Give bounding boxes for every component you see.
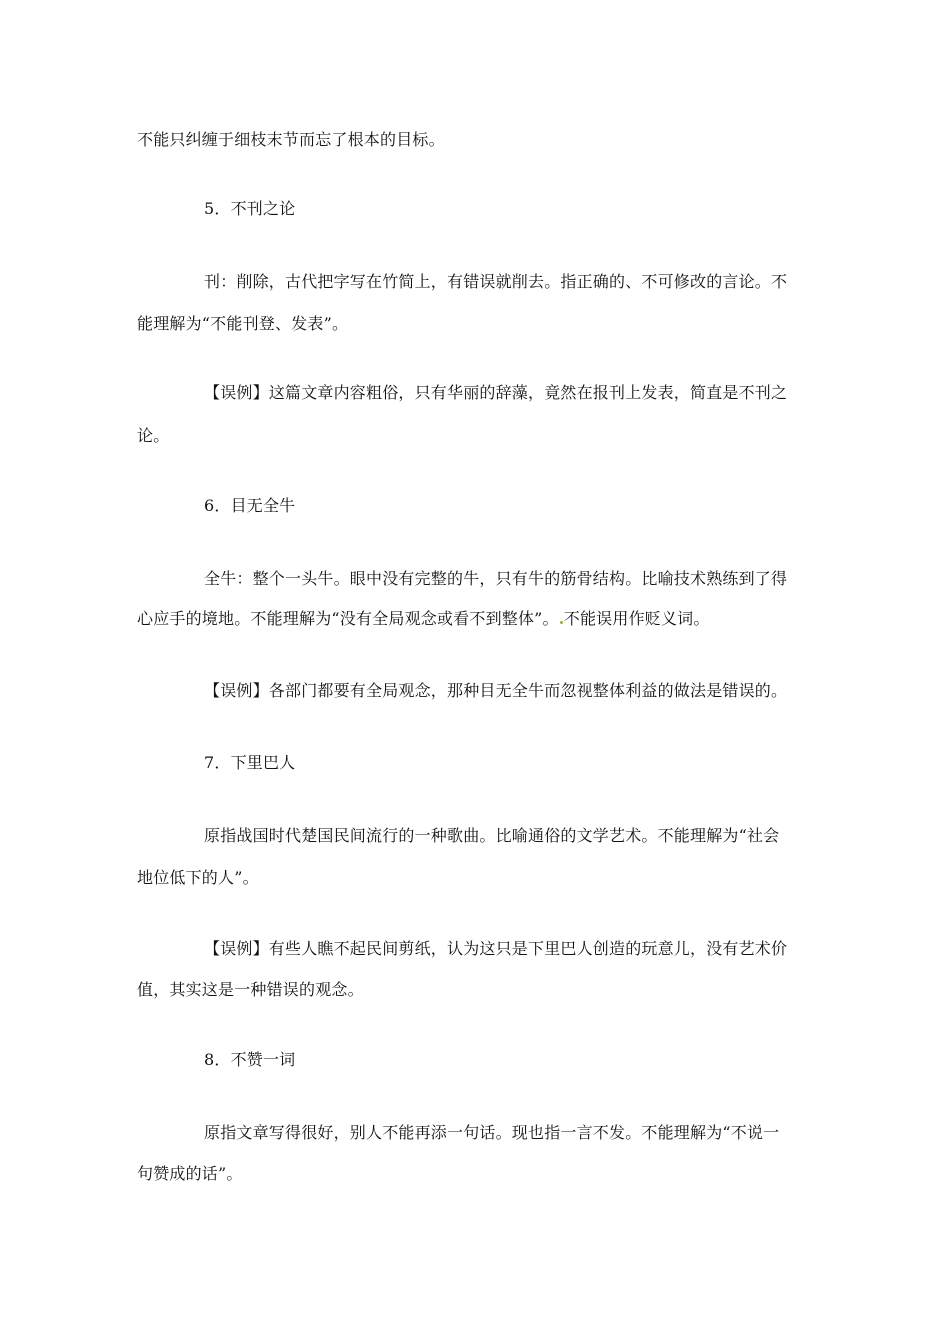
paragraph-line: 不能只纠缠于细枝末节而忘了根本的目标。 [137, 130, 445, 149]
section-heading: 6．目无全牛 [204, 496, 296, 515]
example-line: 【误例】这篇文章内容粗俗，只有华丽的辞藻，竟然在报刊上发表，简直是不刊之 [204, 383, 788, 402]
definition-line: 能理解为“不能刊登、发表”。 [137, 314, 349, 333]
example-line: 【误例】有些人瞧不起民间剪纸，认为这只是下里巴人创造的玩意儿，没有艺术价 [204, 939, 788, 958]
definition-line: 句赞成的话”。 [137, 1164, 243, 1183]
definition-line: 刊：削除，古代把字写在竹简上，有错误就削去。指正确的、不可修改的言论。不 [204, 272, 788, 291]
definition-line: 原指文章写得很好，别人不能再添一句话。现也指一言不发。不能理解为“不说一 [204, 1123, 780, 1142]
definition-line: 地位低下的人”。 [137, 868, 259, 887]
definition-line [137, 609, 817, 629]
section-heading: 7．下里巴人 [204, 753, 296, 772]
section-heading: 8．不赞一词 [204, 1050, 296, 1069]
definition-line: 原指战国时代楚国民间流行的一种歌曲。比喻通俗的文学艺术。不能理解为“社会 [204, 826, 780, 845]
definition-text: 心应手的境地。不能理解为“没有全局观念或看不到整体”。 [137, 609, 559, 628]
example-line: 论。 [137, 426, 170, 445]
definition-line: 全牛：整个一头牛。眼中没有完整的牛，只有牛的筋骨结构。比喻技术熟练到了得 [204, 569, 788, 588]
section-heading: 5．不刊之论 [204, 199, 296, 218]
definition-text: 不能误用作贬义词。 [563, 609, 710, 628]
green-dot-mark [560, 621, 563, 624]
example-line: 【误例】各部门都要有全局观念，那种目无全牛而忽视整体利益的做法是错误的。 [204, 681, 788, 700]
example-line: 值，其实这是一种错误的观念。 [137, 980, 364, 999]
